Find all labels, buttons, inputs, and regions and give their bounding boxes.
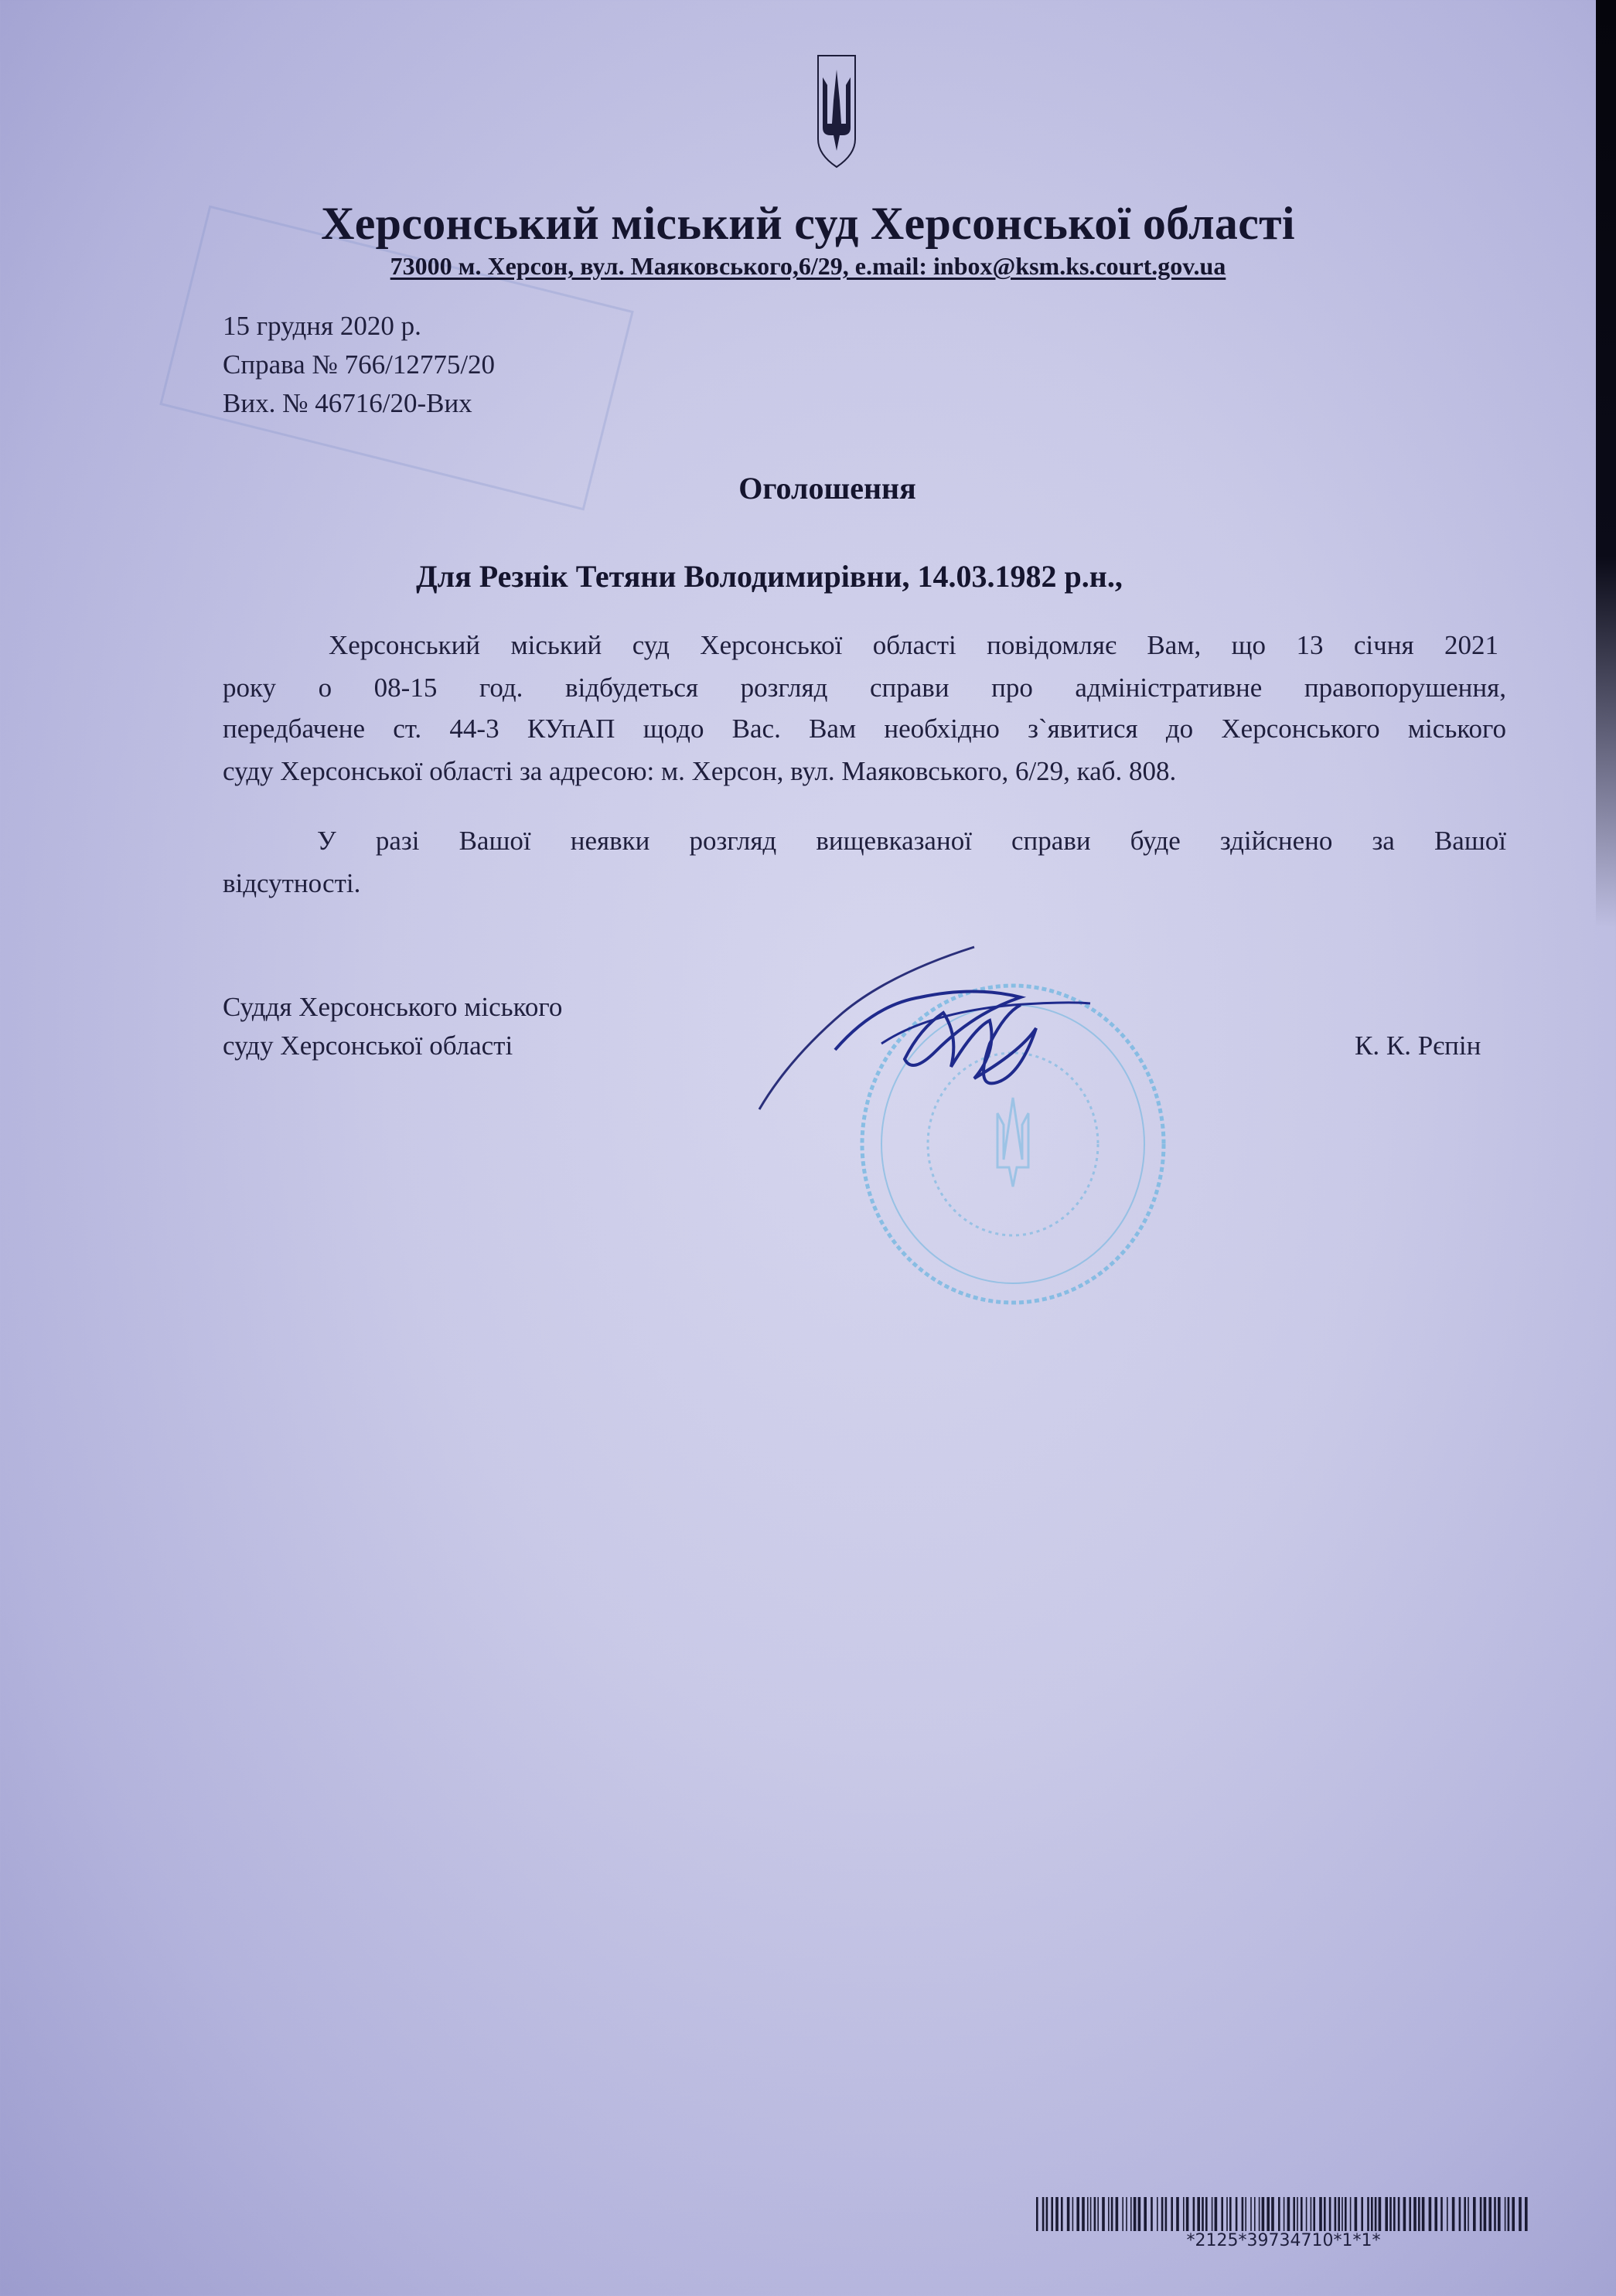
barcode-bar [1076, 2197, 1079, 2231]
barcode-bar [1144, 2197, 1147, 2231]
barcode-bar [1134, 2197, 1137, 2231]
barcode-bar [1212, 2197, 1213, 2231]
barcode-bar [1161, 2197, 1164, 2231]
barcode-bar [1345, 2197, 1347, 2231]
barcode-bar [1293, 2197, 1295, 2231]
barcode-bar [1447, 2197, 1448, 2231]
barcode-bar [1176, 2197, 1179, 2231]
barcode-bar [1130, 2197, 1132, 2231]
barcode-bar [1459, 2197, 1461, 2231]
barcode-bar [1094, 2197, 1096, 2231]
barcode-bar [1287, 2197, 1290, 2231]
paragraph2-line: У разі Вашої неявки розгляд вищевказаної справи буде здійснено за Вашої [317, 826, 1506, 856]
barcode-bar [1151, 2197, 1153, 2231]
barcode-bar [1367, 2197, 1369, 2231]
barcode-bar [1126, 2197, 1127, 2231]
barcode-text: *2125*39734710*1*1* [1186, 2231, 1381, 2250]
barcode-bar [1525, 2197, 1528, 2231]
barcode-bar [1278, 2197, 1280, 2231]
notice-addressee: Для Резнік Тетяни Володимирівни, 14.03.1982 р.н., [416, 559, 1123, 594]
barcode-bar [1429, 2197, 1432, 2231]
barcode-bar [1236, 2197, 1238, 2231]
barcode-bar [1226, 2197, 1228, 2231]
barcode-bar [1319, 2197, 1322, 2231]
barcode-bar [1165, 2197, 1168, 2231]
barcode-bar [1422, 2197, 1425, 2231]
barcode-bar [1473, 2197, 1476, 2231]
barcode-bar [1488, 2197, 1492, 2231]
page-edge-shadow [1596, 0, 1616, 928]
barcode-bar [1361, 2197, 1363, 2231]
barcode-bar [1484, 2197, 1487, 2231]
paragraph1-line: Херсонський міський суд Херсонської області повідомляє Вам, що 13 січня 2021 [329, 630, 1498, 660]
barcode-bar [1072, 2197, 1074, 2231]
barcode-bar [1082, 2197, 1085, 2231]
barcode-bar [1186, 2197, 1189, 2231]
barcode-bar [1389, 2197, 1392, 2231]
paragraph1-line: року о 08-15 год. відбудеться розгляд справи про адміністративне правопорушення, [223, 673, 1506, 703]
barcode-bar [1440, 2197, 1443, 2231]
barcode-bar [1221, 2197, 1223, 2231]
barcode-bar [1379, 2197, 1382, 2231]
barcode-bar [1409, 2197, 1411, 2231]
barcode-bar [1452, 2197, 1455, 2231]
case-number: Справа № 766/12775/20 [223, 349, 496, 380]
trident-coat-of-arms-icon [817, 54, 857, 169]
barcode-bar [1398, 2197, 1400, 2231]
barcode-bar [1229, 2197, 1232, 2231]
barcode-bar [1259, 2197, 1260, 2231]
barcode-bar [1267, 2197, 1270, 2231]
judge-title-line2: суду Херсонської області [223, 1030, 513, 1061]
barcode-bar [1157, 2197, 1158, 2231]
barcode-bar [1284, 2197, 1285, 2231]
barcode-bar [1215, 2197, 1218, 2231]
barcode-bar [1116, 2197, 1119, 2231]
court-address-line: 73000 м. Херсон, вул. Маяковського,6/29, e.mail: inbox@ksm.ks.court.gov.ua [390, 252, 1226, 280]
barcode-bar [1245, 2197, 1246, 2231]
barcode-bar [1413, 2197, 1417, 2231]
barcode-bar [1468, 2197, 1469, 2231]
barcode-bar [1418, 2197, 1420, 2231]
barcode-bar [1306, 2197, 1307, 2231]
barcode-bar [1494, 2197, 1496, 2231]
barcode-bar [1498, 2197, 1501, 2231]
barcode-bar [1254, 2197, 1256, 2231]
paragraph2-line: відсутності. [223, 868, 361, 898]
court-name-title: Херсонський міський суд Херсонської області [321, 198, 1295, 249]
barcode-bar [1197, 2197, 1200, 2231]
barcode-bar [1403, 2197, 1406, 2231]
document-date: 15 грудня 2020 р. [223, 311, 421, 341]
notice-heading: Оголошення [738, 471, 916, 506]
barcode-bar [1111, 2197, 1113, 2231]
barcode-bar [1090, 2197, 1092, 2231]
barcode-bar [1335, 2197, 1337, 2231]
paragraph1-line: передбачене ст. 44-3 КУпАП щодо Вас. Вам необхідно з`явитися до Херсонського міського [223, 714, 1506, 744]
paragraph1-line: суду Херсонської області за адресою: м. Херсон, вул. Маяковського, 6/29, каб. 808. [223, 756, 1177, 786]
barcode-bar [1138, 2197, 1141, 2231]
barcode-bar [1262, 2197, 1265, 2231]
barcode-bar [1205, 2197, 1208, 2231]
barcode-bar [1338, 2197, 1340, 2231]
outgoing-number: Вих. № 46716/20-Вих [223, 388, 472, 418]
barcode-bar [1480, 2197, 1482, 2231]
barcode-bar [1311, 2197, 1312, 2231]
barcode-bar [1512, 2197, 1515, 2231]
barcode-bar [1055, 2197, 1059, 2231]
barcode-bar [1061, 2197, 1063, 2231]
barcode-bar [1102, 2197, 1105, 2231]
handwritten-signature [742, 943, 1144, 1129]
barcode-bar [1313, 2197, 1315, 2231]
barcode-bar [1036, 2197, 1038, 2231]
barcode-bar [1202, 2197, 1204, 2231]
judge-title-line1: Суддя Херсонського міського [223, 992, 563, 1022]
barcode-bar [1171, 2197, 1173, 2231]
barcode-bar [1042, 2197, 1045, 2231]
barcode-bar [1193, 2197, 1195, 2231]
barcode-bar [1324, 2197, 1326, 2231]
barcode-bar [1434, 2197, 1437, 2231]
barcode-bar [1342, 2197, 1343, 2231]
barcode-bar [1046, 2197, 1048, 2231]
barcode-bar [1375, 2197, 1377, 2231]
barcode-bar [1297, 2197, 1298, 2231]
barcode-bar [1271, 2197, 1274, 2231]
barcode-bar [1250, 2197, 1252, 2231]
barcode-bar [1519, 2197, 1522, 2231]
barcode-bar [1355, 2197, 1358, 2231]
barcode-bar [1097, 2197, 1099, 2231]
barcode-bar [1350, 2197, 1352, 2231]
barcode-bar [1087, 2197, 1089, 2231]
barcode-bar [1464, 2197, 1466, 2231]
barcode-bar [1242, 2197, 1244, 2231]
barcode-bar [1508, 2197, 1510, 2231]
barcode-bar [1371, 2197, 1373, 2231]
judge-name: К. К. Рєпін [1355, 1030, 1481, 1061]
barcode-bar [1329, 2197, 1331, 2231]
barcode-bar [1301, 2197, 1303, 2231]
document-barcode [1036, 2197, 1531, 2231]
barcode-bar [1067, 2197, 1070, 2231]
barcode-bar [1393, 2197, 1396, 2231]
barcode-bar [1051, 2197, 1053, 2231]
barcode-bar [1122, 2197, 1123, 2231]
barcode-bar [1108, 2197, 1110, 2231]
barcode-bar [1505, 2197, 1506, 2231]
barcode-bar [1385, 2197, 1388, 2231]
barcode-bar [1183, 2197, 1185, 2231]
